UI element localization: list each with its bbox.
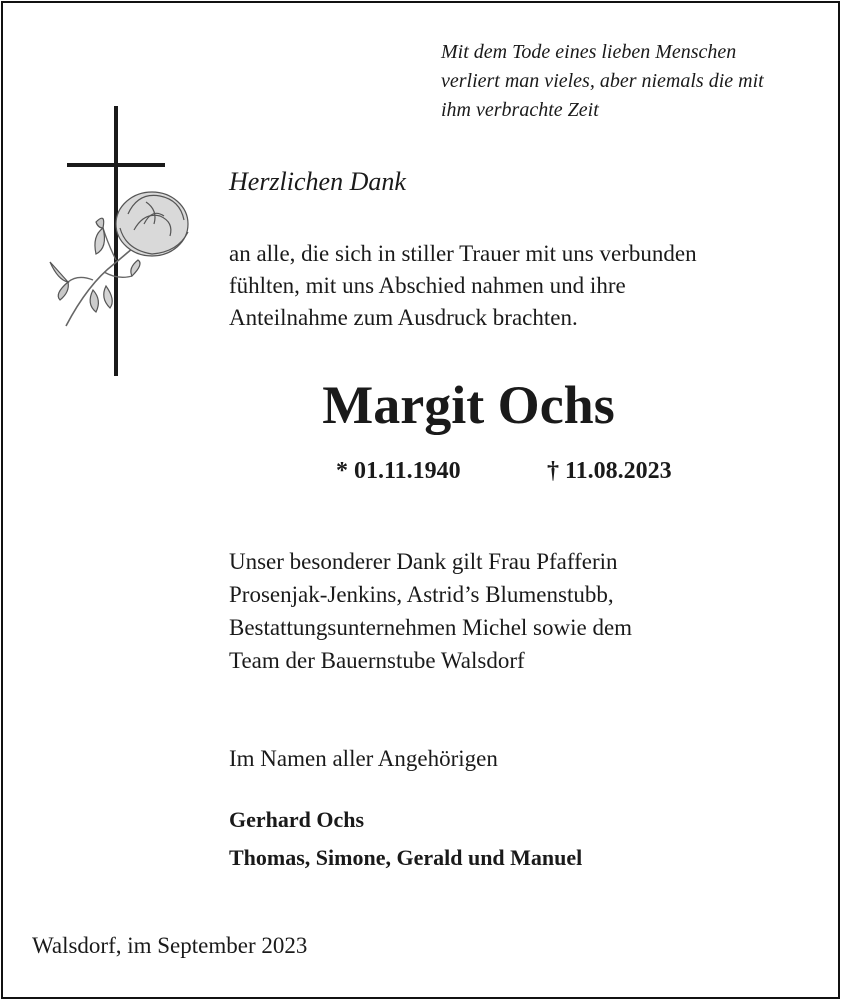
thanks-line: Anteilnahme zum Ausdruck brachten. [229,305,578,330]
place-and-date: Walsdorf, im September 2023 [32,933,308,958]
signoff: Im Namen aller Angehörigen [229,746,498,771]
quote-line: Mit dem Tode eines lieben Menschen [441,41,737,63]
memorial-quote [441,38,821,125]
family-line: Thomas, Simone, Gerald und Manuel [229,845,583,870]
thanks-line: fühlten, mit uns Abschied nahmen und ihre [229,273,626,298]
birth-date: * 01.11.1940 [336,458,461,484]
special-thanks-line: Unser besonderer Dank gilt Frau Pfafferin [229,549,618,574]
family-names [229,801,582,877]
quote-line: ihm verbrachte Zeit [441,99,599,121]
rose-icon [50,192,188,326]
special-thanks [229,545,829,677]
family-line: Gerhard Ochs [229,807,365,832]
thanks-line: an alle, die sich in stiller Trauer mit uns verbunden [229,241,697,266]
deceased-name: Margit Ochs [322,375,615,435]
quote-line: verliert man vieles, aber niemals die mit [441,70,764,92]
special-thanks-line: Team der Bauernstube Walsdorf [229,648,525,673]
thanks-title: Herzlichen Dank [229,167,406,196]
death-date: † 11.08.2023 [547,458,672,484]
special-thanks-line: Bestattungsunternehmen Michel sowie dem [229,615,633,640]
special-thanks-line: Prosenjak-Jenkins, Astrid’s Blumenstubb, [229,582,614,607]
thanks-text [229,238,829,334]
cross-and-rose-illustration [48,104,208,380]
